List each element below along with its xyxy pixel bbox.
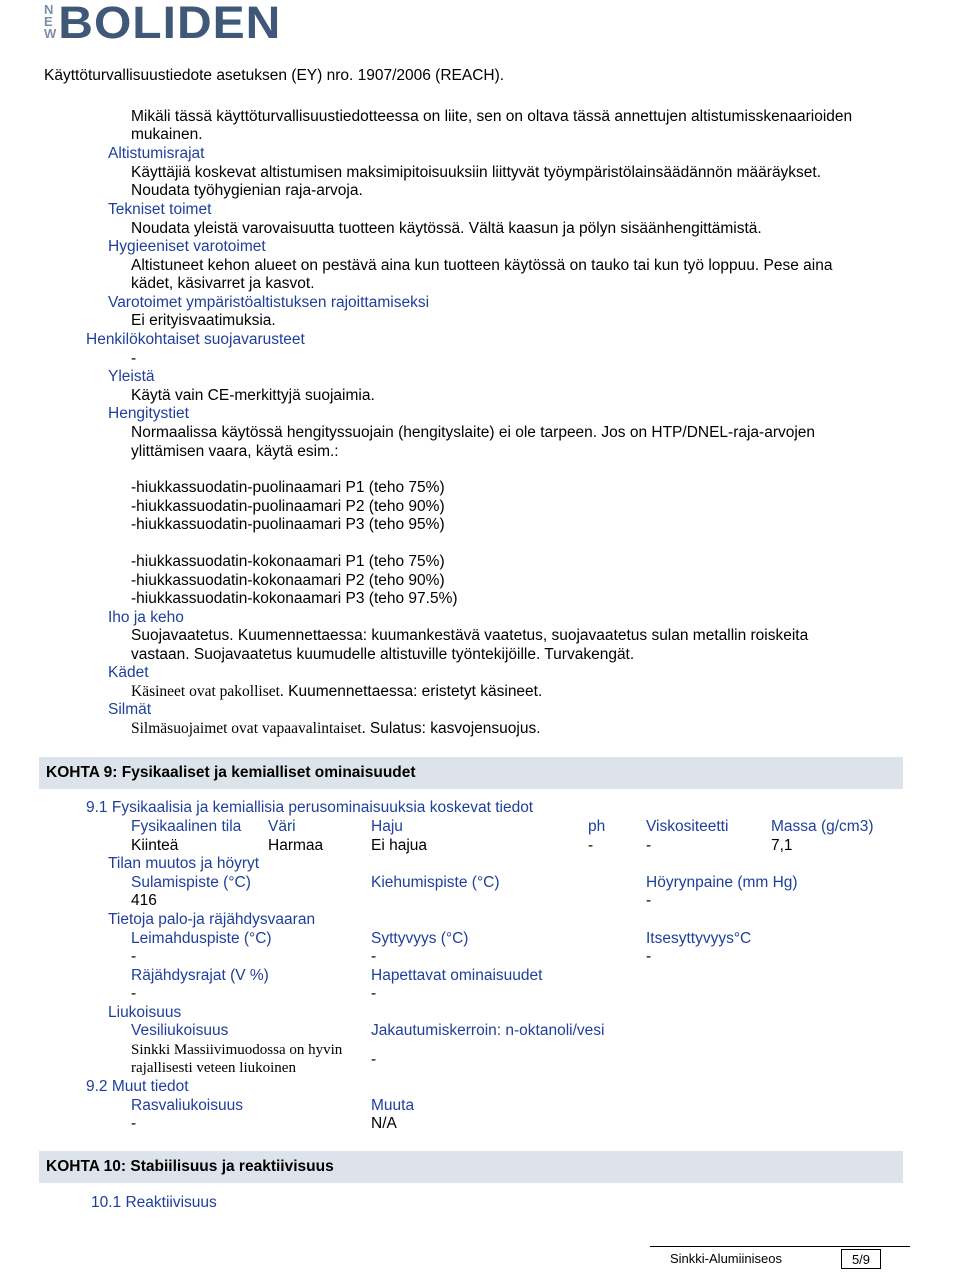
property-label: ph xyxy=(588,818,606,835)
logo-new-letter: N xyxy=(44,2,54,17)
list-item: -hiukkassuodatin-puolinaamari P2 (teho 90%) xyxy=(131,498,445,515)
property-value: N/A xyxy=(371,1115,397,1132)
subsection-title: 10.1 Reaktiivisuus xyxy=(91,1194,217,1211)
list-item: -hiukkassuodatin-puolinaamari P1 (teho 75%) xyxy=(131,479,445,496)
property-label: Väri xyxy=(268,818,296,835)
property-value: - xyxy=(646,892,652,909)
property-label: Massa (g/cm3) xyxy=(771,818,874,835)
property-label: Räjähdysrajat (V %) xyxy=(131,967,269,984)
regulation-header: Käyttöturvallisuustiedote asetuksen (EY) nro. 1907/2006 (REACH). xyxy=(44,67,505,84)
property-value: - xyxy=(371,985,377,1002)
subheading-skin: Iho ja keho xyxy=(108,609,184,626)
footer-rule xyxy=(650,1246,910,1247)
section-heading-bar xyxy=(39,757,903,789)
intro-text: Mikäli tässä käyttöturvallisuustiedotteessa on liite, sen on oltava tässä annettujen altistumisskenaarioiden xyxy=(131,108,853,125)
subheading-fire: Tietoja palo-ja räjähdysvaaran xyxy=(108,911,316,928)
property-value: 7,1 xyxy=(771,837,793,854)
property-label: Höyrynpaine (mm Hg) xyxy=(646,874,798,891)
property-value: Sinkki Massiivimuodossa on hyvin xyxy=(131,1042,343,1058)
property-value: Harmaa xyxy=(268,837,324,854)
property-label: Muuta xyxy=(371,1097,415,1114)
body-text: Noudata yleistä varovaisuutta tuotteen käytössä. Vältä kaasun ja pölyn sisäänhengittämistä. xyxy=(131,220,762,237)
subheading-ppe: Henkilökohtaiset suojavarusteet xyxy=(86,331,305,348)
property-label: Kiehumispiste (°C) xyxy=(371,874,500,891)
body-text: Ei erityisvaatimuksia. xyxy=(131,312,276,329)
subheading-phase-change: Tilan muutos ja höyryt xyxy=(108,855,260,872)
subheading-solubility: Liukoisuus xyxy=(108,1004,182,1021)
sans-text: Sulatus: kasvojensuojus. xyxy=(365,720,541,737)
subheading-hygiene: Hygieeniset varotoimet xyxy=(108,238,266,255)
subheading-eyes: Silmät xyxy=(108,701,152,718)
property-label: Hapettavat ominaisuudet xyxy=(371,967,543,984)
property-value: - xyxy=(588,837,594,854)
body-text: Normaalissa käytössä hengityssuojain (hengityslaite) ei ole tarpeen. Jos on HTP/DNEL-raja-arvojen xyxy=(131,424,816,441)
subheading-exposure-limits: Altistumisrajat xyxy=(108,145,205,162)
subsection-title: 9.1 Fysikaalisia ja kemiallisia perusominaisuuksia koskevat tiedot xyxy=(86,799,534,816)
serif-text: Käsineet ovat pakolliset. xyxy=(131,683,284,700)
body-text: kädet, käsivarret ja kasvot. xyxy=(131,275,315,292)
property-value: - xyxy=(131,1115,137,1132)
list-item: -hiukkassuodatin-kokonaamari P2 (teho 90%) xyxy=(131,572,445,589)
body-text: ylittämisen vaara, käytä esim.: xyxy=(131,443,339,460)
property-value: Ei hajua xyxy=(371,837,428,854)
property-value: Kiinteä xyxy=(131,837,179,854)
property-label: Syttyvyys (°C) xyxy=(371,930,469,947)
footer-product-name: Sinkki-Alumiiniseos xyxy=(670,1251,782,1266)
property-value: - xyxy=(131,948,137,965)
logo-new-letter: E xyxy=(44,14,53,29)
body-text: - xyxy=(131,350,137,367)
property-value: - xyxy=(371,948,377,965)
body-text: Käyttäjiä koskevat altistumisen maksimipitoisuuksiin liittyvät työympäristölainsäädännön määräykset. xyxy=(131,164,822,181)
logo-new-letter: W xyxy=(44,26,57,41)
property-value: - xyxy=(646,837,652,854)
sans-text: Kuumennettaessa: eristetyt käsineet. xyxy=(283,683,543,700)
body-text xyxy=(131,719,541,738)
subheading-general: Yleistä xyxy=(108,368,155,385)
subheading-technical: Tekniset toimet xyxy=(108,201,212,218)
company-logo xyxy=(44,2,281,48)
body-text: Noudata työhygienian raja-arvoja. xyxy=(131,182,363,199)
list-item: -hiukkassuodatin-kokonaamari P1 (teho 75%) xyxy=(131,553,445,570)
section-heading-bar xyxy=(39,1151,903,1183)
section-heading: KOHTA 10: Stabiilisuus ja reaktiivisuus xyxy=(46,1158,334,1175)
property-label: Vesiliukoisuus xyxy=(131,1022,229,1039)
page-number: 5/9 xyxy=(841,1249,881,1269)
body-text xyxy=(131,682,542,701)
logo-new-mark xyxy=(44,4,56,40)
logo-wordmark: BOLIDEN xyxy=(58,0,282,49)
subheading-respiratory: Hengitystiet xyxy=(108,405,189,422)
property-label: Sulamispiste (°C) xyxy=(131,874,251,891)
property-label: Fysikaalinen tila xyxy=(131,818,242,835)
subsection-title: 9.2 Muut tiedot xyxy=(86,1078,189,1095)
property-label: Rasvaliukoisuus xyxy=(131,1097,243,1114)
subheading-hands: Kädet xyxy=(108,664,149,681)
property-value: rajallisesti veteen liukoinen xyxy=(131,1060,296,1076)
property-label: Haju xyxy=(371,818,403,835)
property-label: Itsesyttyvyys°C xyxy=(646,930,752,947)
property-label: Jakautumiskerroin: n-oktanoli/vesi xyxy=(371,1022,605,1039)
property-label: Viskositeetti xyxy=(646,818,729,835)
body-text: Käytä vain CE-merkittyjä suojaimia. xyxy=(131,387,375,404)
intro-text: mukainen. xyxy=(131,126,203,143)
body-text: Suojavaatetus. Kuumennettaessa: kuumankestävä vaatetus, suojavaatetus sulan metallin roiskeita xyxy=(131,627,809,644)
property-value: - xyxy=(371,1051,377,1068)
property-value: - xyxy=(131,985,137,1002)
list-item: -hiukkassuodatin-kokonaamari P3 (teho 97.5%) xyxy=(131,590,458,607)
section-heading: KOHTA 9: Fysikaaliset ja kemialliset ominaisuudet xyxy=(46,764,416,781)
serif-text: Silmäsuojaimet ovat vapaavalintaiset. xyxy=(131,720,366,737)
property-value: 416 xyxy=(131,892,157,909)
body-text: vastaan. Suojavaatetus kuumudelle altistuville työntekijöille. Turvakengät. xyxy=(131,646,635,663)
property-label: Leimahduspiste (°C) xyxy=(131,930,272,947)
property-value: - xyxy=(646,948,652,965)
body-text: Altistuneet kehon alueet on pestävä aina kun tuotteen käytössä on tauko tai kun työ loppuu. Pese aina xyxy=(131,257,833,274)
subheading-environment: Varotoimet ympäristöaltistuksen rajoittamiseksi xyxy=(108,294,430,311)
list-item: -hiukkassuodatin-puolinaamari P3 (teho 95%) xyxy=(131,516,445,533)
